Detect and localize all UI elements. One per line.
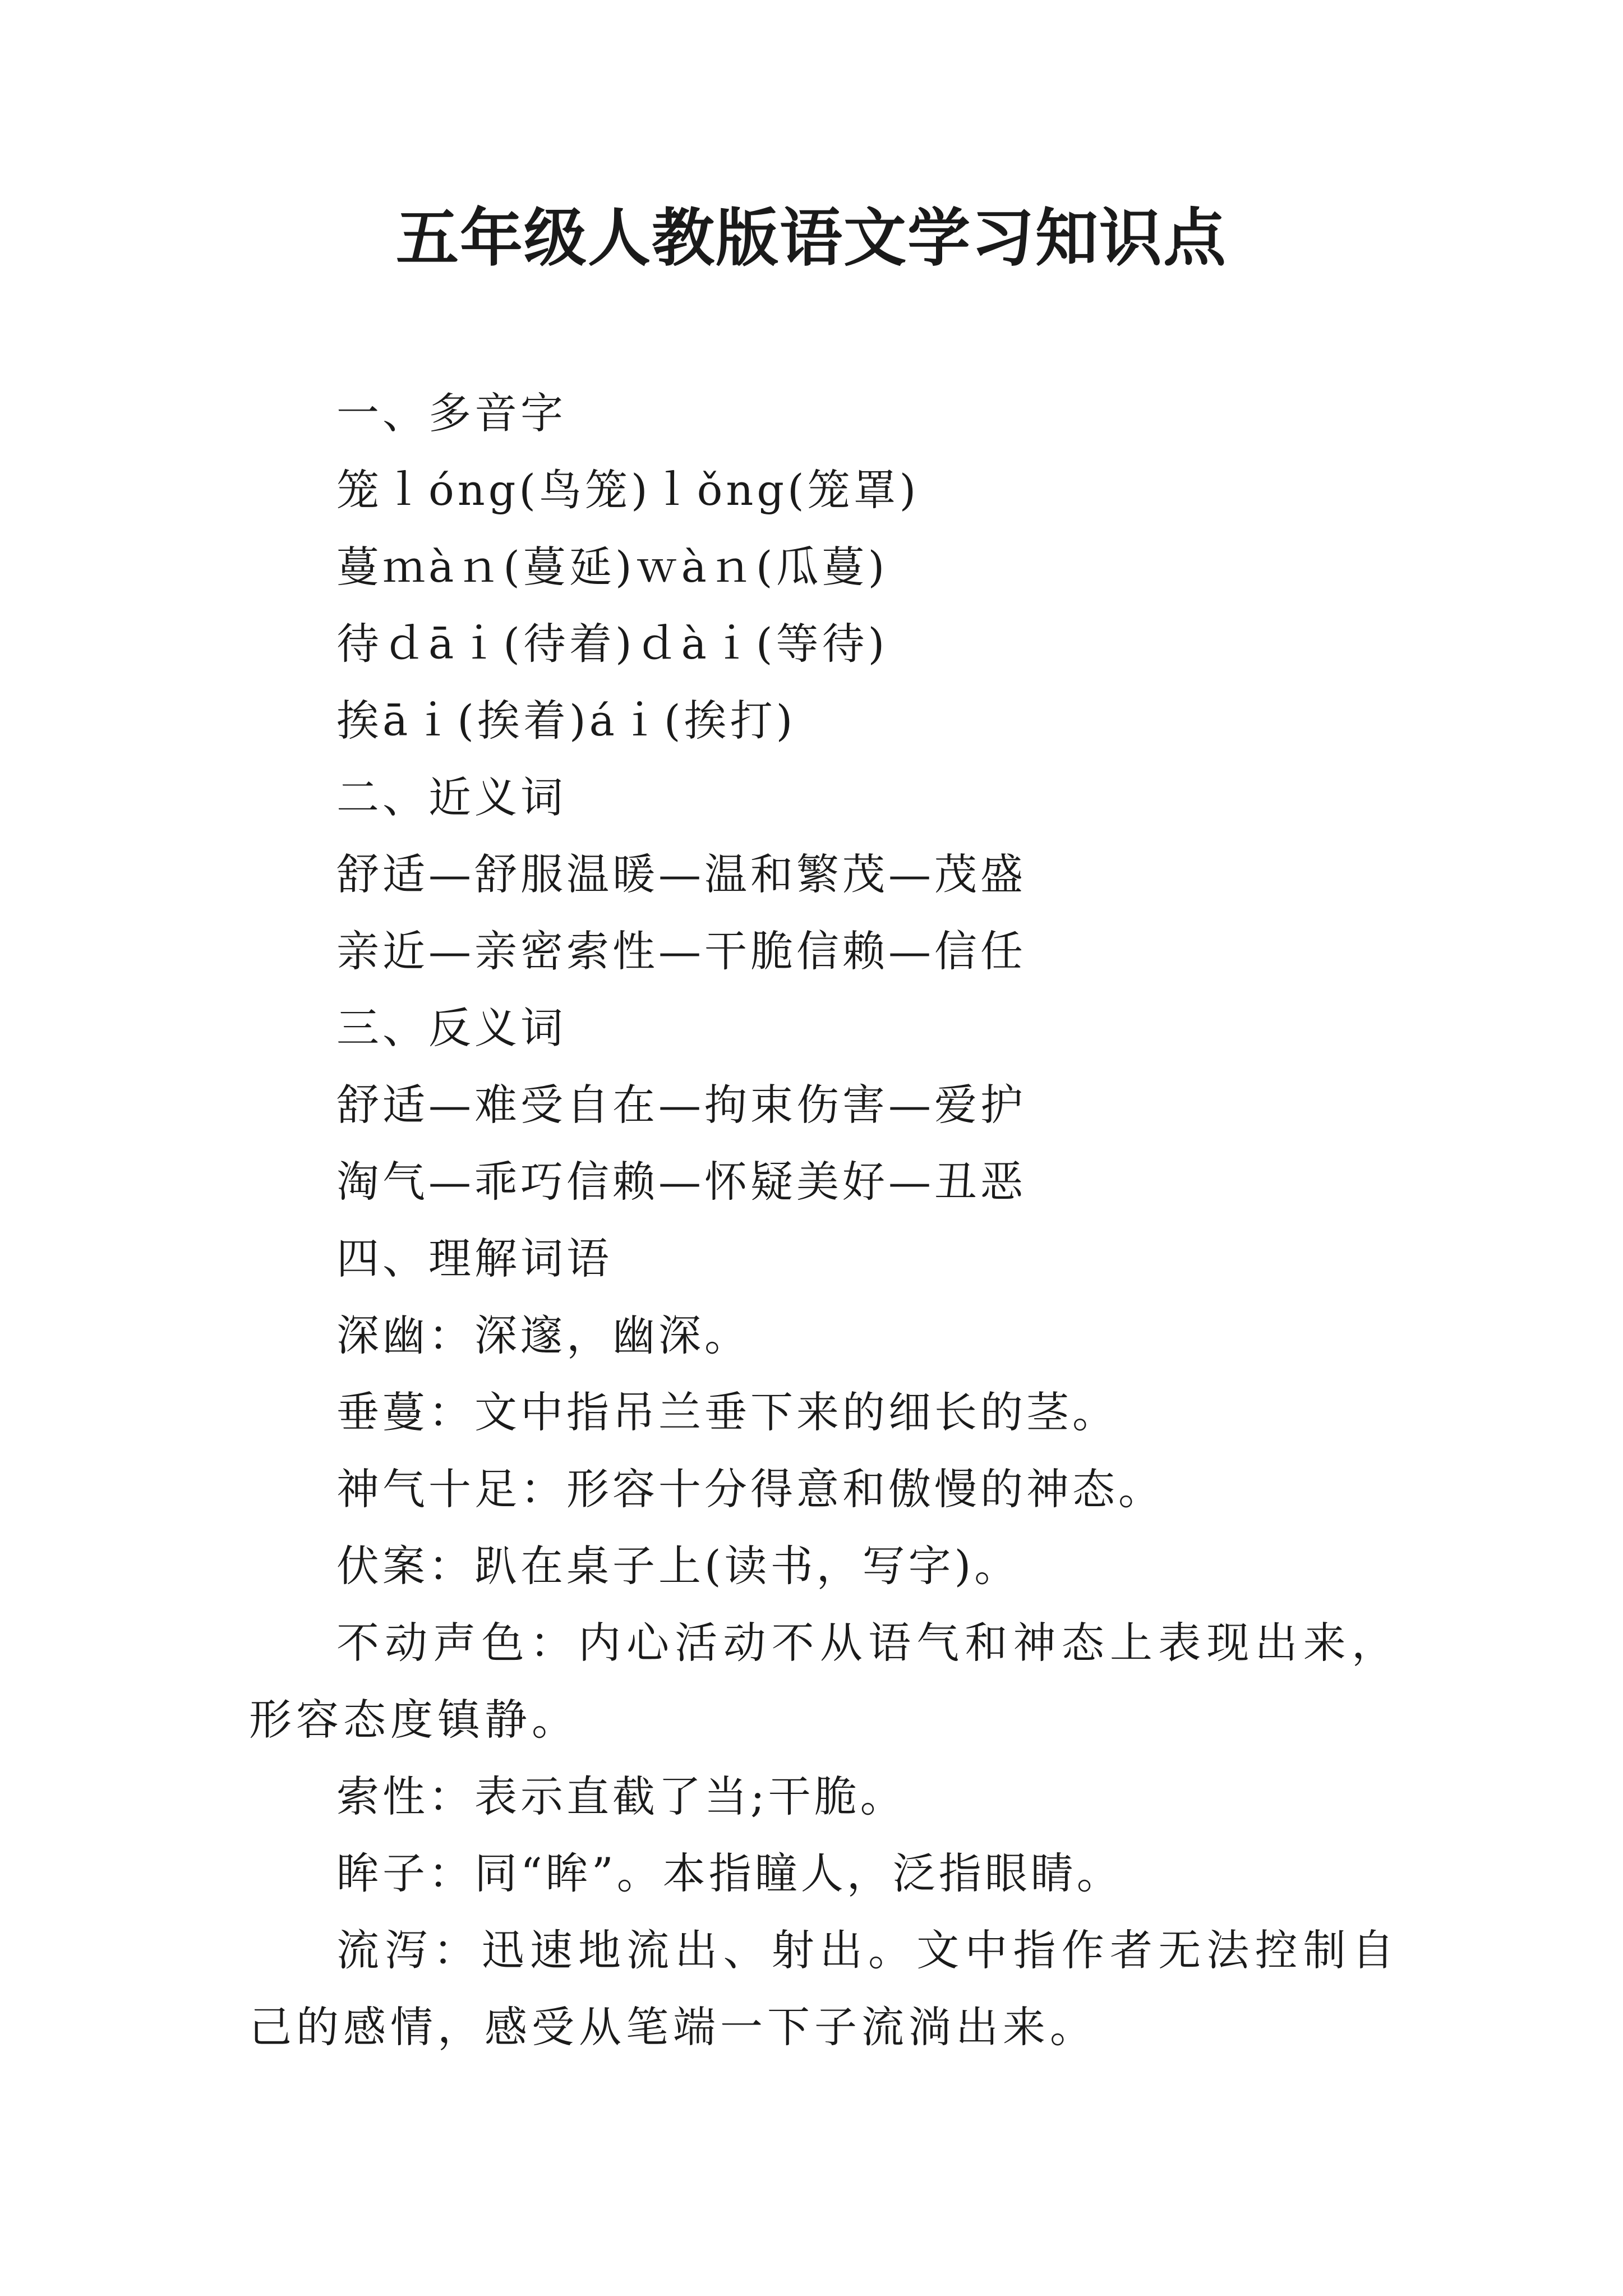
text-line: 伏案：趴在桌子上(读书，写字)。 <box>336 1541 1021 1591</box>
text-line: 深幽：深邃，幽深。 <box>336 1310 750 1360</box>
text-line: 亲近—亲密索性—干脆信赖—信任 <box>336 926 1026 976</box>
text-line: 挨āｉ(挨着)áｉ(挨打) <box>336 696 796 746</box>
text-line: 眸子：同“眸”。本指瞳人，泛指眼睛。 <box>336 1848 1123 1898</box>
section-heading-antonyms: 三、反义词 <box>336 1003 566 1053</box>
text-line: 待ｄāｉ(待着)ｄàｉ(等待) <box>336 619 888 669</box>
text-paragraph: 不动声色：内心活动不从语气和神态上表现出来，形容态度镇静。 <box>249 1618 1399 1745</box>
text-line: 舒适—难受自在—拘束伤害—爱护 <box>336 1080 1026 1130</box>
section-heading-synonyms: 二、近义词 <box>336 772 566 822</box>
text-line: 笼ｌóng(鸟笼)ｌǒng(笼罩) <box>336 465 920 515</box>
text-line: 神气十足：形容十分得意和傲慢的神态。 <box>336 1464 1164 1514</box>
text-line: 舒适—舒服温暖—温和繁茂—茂盛 <box>336 849 1026 899</box>
text-paragraph: 流泻：迅速地流出、射出。文中指作者无法控制自己的感情，感受从笔端一下子流淌出来。 <box>249 1925 1399 2052</box>
section-heading-polyphonic: 一、多音字 <box>336 388 566 438</box>
document-body <box>249 375 1399 2065</box>
text-line: 垂蔓：文中指吊兰垂下来的细长的茎。 <box>336 1387 1118 1437</box>
text-line: 蔓ｍàｎ(蔓延)ｗàｎ(瓜蔓) <box>336 542 888 592</box>
page-title: 五年级人教版语文学习知识点 <box>396 201 1227 275</box>
section-heading-vocabulary: 四、理解词语 <box>336 1234 612 1283</box>
text-line: 淘气—乖巧信赖—怀疑美好—丑恶 <box>336 1157 1026 1207</box>
text-line: 索性：表示直截了当;干脆。 <box>336 1772 906 1821</box>
